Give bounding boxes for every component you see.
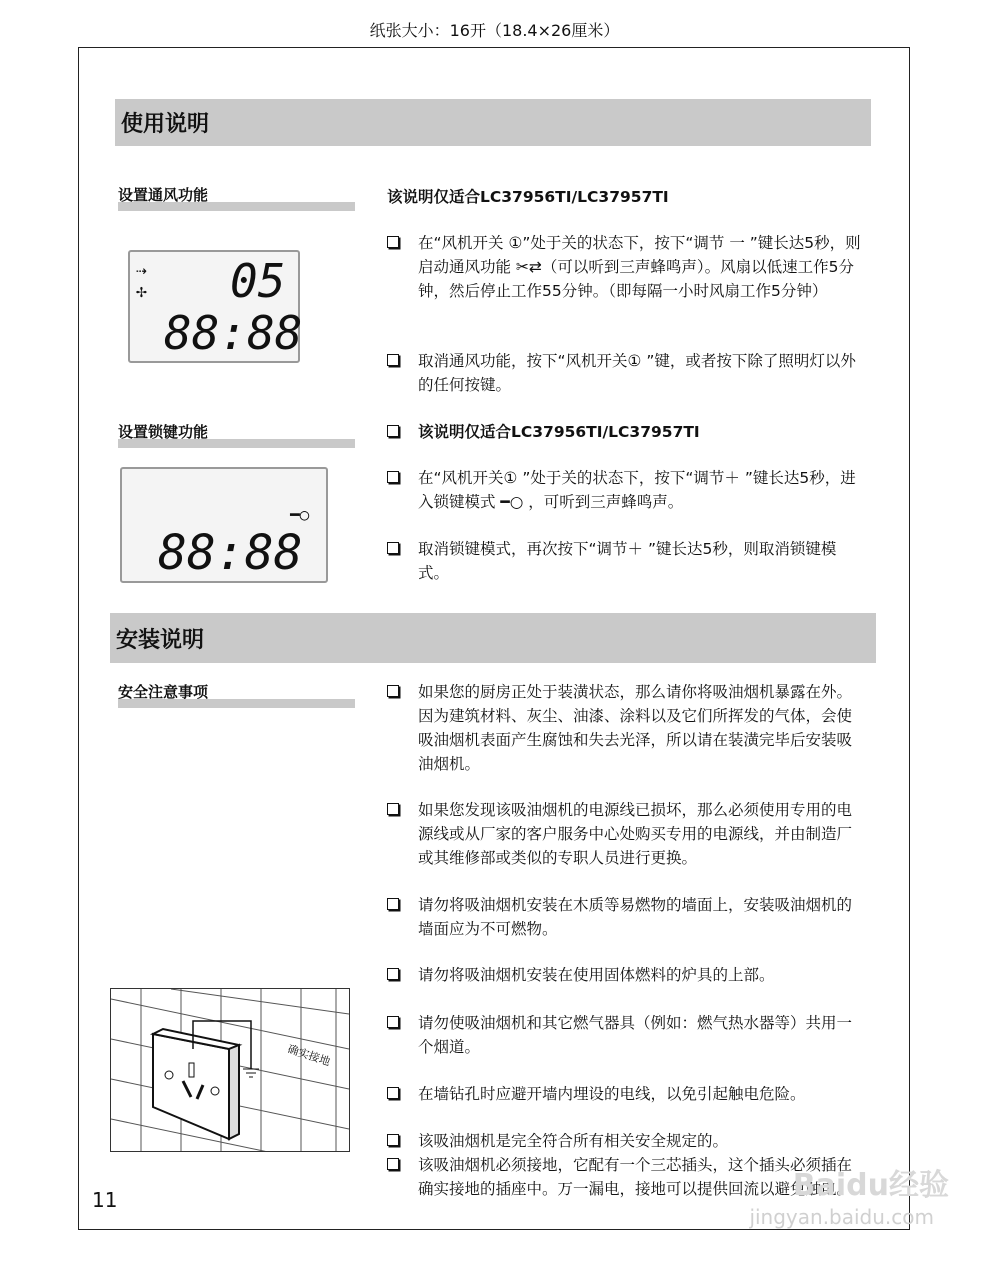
checkbox-bullet: [387, 1016, 399, 1028]
checkbox-bullet: [387, 685, 399, 697]
checkbox-bullet: [387, 471, 399, 483]
checkbox-bullet: [387, 236, 399, 248]
checkbox-bullet: [387, 1087, 399, 1099]
list-item: 如果您发现该吸油烟机的电源线已损坏，那么必须使用专用的电源线或从厂家的客户服务中心处购买专用的电源线，并由制造厂或其维修部或类似的专职人员进行更换。: [387, 798, 867, 870]
list-item: 在墙钻孔时应避开墙内埋设的电线，以免引起触电危险。: [387, 1082, 867, 1106]
checkbox-bullet: [387, 968, 399, 980]
lcd-time-digits: 88:88: [158, 525, 303, 581]
checkbox-bullet: [387, 425, 399, 437]
key-lock-icon: ━○: [290, 505, 310, 524]
page-number: 11: [92, 1188, 118, 1212]
list-item: 在“风机开关① ”处于关的状态下，按下“调节＋ ”键长达5秒，进入锁键模式 ━○ ，可听到三声蜂鸣声。: [387, 466, 867, 514]
list-item: 请勿将吸油烟机安装在使用固体燃料的炉具的上部。: [387, 963, 867, 987]
grounded-socket-figure: [110, 988, 350, 1152]
ground-label: 确实接地: [285, 1042, 332, 1069]
list-item: 取消通风功能，按下“风机开关① ”键，或者按下除了照明灯以外的任何按键。: [387, 349, 867, 397]
checkbox-bullet: [387, 542, 399, 554]
model-note: 该说明仅适合LC37956TI/LC37957TI: [387, 188, 669, 206]
checkbox-bullet: [387, 803, 399, 815]
list-item: 该吸油烟机是完全符合所有相关安全规定的。: [387, 1129, 867, 1153]
section-header-installation: 安装说明: [110, 613, 876, 663]
list-item: 如果您的厨房正处于装潢状态，那么请你将吸油烟机暴露在外。因为建筑材料、灰尘、油漆、涂料以及它们所挥发的气体，会使吸油烟机表面产生腐蚀和失去光泽，所以请在装潢完毕后安装吸油烟机。: [387, 680, 867, 776]
socket-illustration: [111, 989, 349, 1151]
subheading-ventilation: 设置通风功能: [118, 188, 355, 211]
subheading-lock: 设置锁键功能: [118, 425, 355, 448]
list-item: 该吸油烟机必须接地，它配有一个三芯插头，这个插头必须插在确实接地的插座中。万一漏电，接地可以提供回流以避免触电。: [387, 1153, 867, 1201]
paper-size-label: 纸张大小：16开（18.4×26厘米）: [369, 21, 620, 40]
lcd-display-ventilation: [128, 250, 303, 363]
lcd-time-digits: 88:88: [164, 306, 303, 360]
checkbox-bullet: [387, 898, 399, 910]
list-item: 该说明仅适合LC37956TI/LC37957TI: [387, 420, 867, 444]
watermark-url: jingyan.baidu.com: [749, 1205, 934, 1229]
checkbox-bullet: [387, 354, 399, 366]
checkbox-bullet: [387, 1158, 399, 1170]
fan-icon: ⇢ ✢: [136, 260, 147, 302]
list-item: 在“风机开关 ①”处于关的状态下，按下“调节 一 ”键长达5秒，则启动通风功能 ✂⇄（可以听到三声蜂鸣声）。风扇以低速工作5分钟，然后停止工作55分钟。（即每隔一小时风扇工作5分钟）: [387, 231, 867, 303]
list-item: 请勿使吸油烟机和其它燃气器具（例如：燃气热水器等）共用一个烟道。: [387, 1011, 867, 1059]
checkbox-bullet: [387, 1134, 399, 1146]
lcd-top-digits: 05: [230, 254, 286, 308]
list-item: 请勿将吸油烟机安装在木质等易燃物的墙面上，安装吸油烟机的墙面应为不可燃物。: [387, 893, 867, 941]
subheading-safety: 安全注意事项: [118, 685, 355, 708]
lcd-display-lock: [120, 467, 328, 583]
list-item: 取消锁键模式，再次按下“调节＋ ”键长达5秒，则取消锁键模式。: [387, 537, 867, 585]
watermark-brand: Baidu经验: [792, 1168, 949, 1203]
section-header-usage: 使用说明: [115, 99, 871, 146]
